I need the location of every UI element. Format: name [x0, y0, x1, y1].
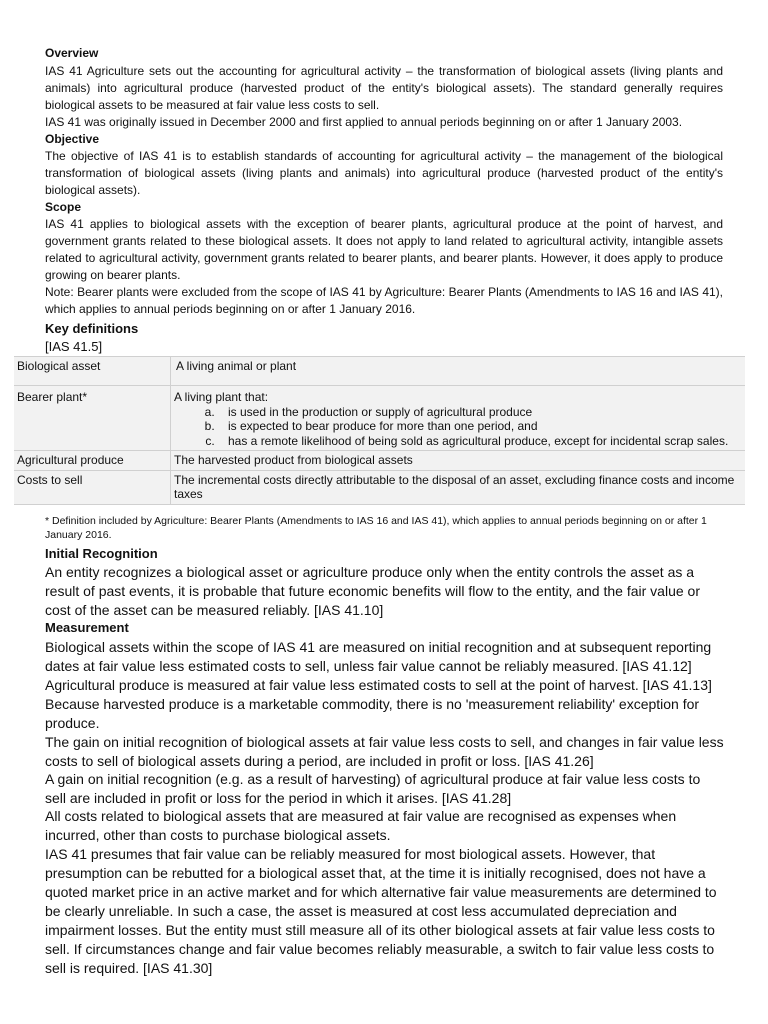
initial-recognition-paragraph: An entity recognizes a biological asset or agriculture produce only when the entity controls the asset as a result of past events, it is probable that future economic benefits will flow to the entity, and the fair value or cost of the asset can be measured reliably. [IAS 41.10] [45, 564, 700, 618]
overview-issue-paragraph: IAS 41 was originally issued in December 2000 and first applied to annual periods beginning on or after 1 January 2003. [45, 115, 683, 129]
definition-cell: The incremental costs directly attributable to the disposal of an asset, excluding finance costs and income taxes [171, 470, 746, 504]
measurement-heading: Measurement [45, 620, 129, 635]
term-cell: Biological asset [14, 357, 171, 386]
measurement-paragraph: A gain on initial recognition (e.g. as a result of harvesting) of agricultural produce at fair value less costs to sell are included in profit or loss for the period in which it arises. [IAS 41.28] [45, 771, 701, 806]
objective-heading: Objective [45, 132, 100, 146]
measurement-paragraph: All costs related to biological assets that are measured at fair value are recognised as expenses when incurred, other than costs to purchase biological assets. [45, 808, 677, 843]
measurement-paragraph: The gain on initial recognition of biological assets at fair value less costs to sell, and changes in fair value less costs to sell of biological assets during a period, are included in profit or loss. [IAS 41.26] [45, 734, 724, 769]
table-row [14, 357, 745, 386]
objective-paragraph: The objective of IAS 41 is to establish standards of accounting for agricultural activity – the management of the biological transformation of biological assets (living plants and animals) into agricultural produce (harvested product of the entity's biological assets). [45, 149, 723, 197]
measurement-paragraph: Biological assets within the scope of IAS 41 are measured on initial recognition and at subsequent reporting dates at fair value less estimated costs to sell, unless fair value cannot be reliably measured. [IAS 41.12] [45, 639, 712, 674]
definitions-table [14, 356, 745, 505]
initial-recognition-heading: Initial Recognition [45, 546, 158, 561]
term-cell: Costs to sell [14, 470, 171, 504]
measurement-paragraph: Agricultural produce is measured at fair value less estimated costs to sell at the point of harvest. [IAS 41.13] Because harvested produce is a marketable commodity, there is no 'measurement reliability' exception for produce. [45, 677, 712, 731]
overview-heading: Overview [45, 46, 99, 60]
definition-cell [171, 386, 746, 451]
definition-footnote: * Definition included by Agriculture: Bearer Plants (Amendments to IAS 16 and IAS 41), which applies to annual periods beginning on or after 1 January 2016. [45, 515, 707, 541]
table-row [14, 386, 745, 451]
term-cell: Agricultural produce [14, 451, 171, 471]
table-row [14, 451, 745, 471]
definition-intro: A living plant that: [174, 390, 269, 404]
term-cell: Bearer plant* [14, 386, 171, 451]
scope-paragraph: IAS 41 applies to biological assets with the exception of bearer plants, agricultural produce at the point of harvest, and government grants related to these biological assets. It does not apply to land related to agricultural activity, intangible assets related to agricultural activity, government grants related to bearer plants, and bearer plants. However, it does apply to produce growing on bearer plants. [45, 217, 723, 282]
list-item: a. is used in the production or supply of agricultural produce [218, 405, 742, 420]
scope-note: Note: Bearer plants were excluded from the scope of IAS 41 by Agriculture: Bearer Plants (Amendments to IAS 16 and IAS 41), which applies to annual periods beginning on or after 1 January 2016. [45, 285, 723, 316]
table-row [14, 470, 745, 504]
overview-paragraph: IAS 41 Agriculture sets out the accounting for agricultural activity – the transformation of biological assets (living plants and animals) into agricultural produce (harvested product of the entity's biological assets). The standard generally requires biological assets to be measured at fair value less costs to sell. [45, 64, 723, 112]
scope-heading: Scope [45, 200, 82, 214]
list-item: c. has a remote likelihood of being sold as agricultural produce, except for incidental scrap sales. [218, 434, 742, 449]
key-definitions-reference: [IAS 41.5] [45, 339, 103, 354]
definition-cell: A living animal or plant [171, 357, 746, 386]
list-item: b. is expected to bear produce for more than one period, and [218, 419, 742, 434]
definition-cell: The harvested product from biological assets [171, 451, 746, 471]
measurement-paragraph: IAS 41 presumes that fair value can be reliably measured for most biological assets. However, that presumption can be rebutted for a biological asset that, at the time it is initially recognised, does not have a quoted market price in an active market and for which alternative fair value measurements are determined to be clearly unreliable. In such a case, the asset is measured at cost less accumulated depreciation and impairment losses. But the entity must still measure all of its other biological assets at fair value less costs to sell. If circumstances change and fair value becomes reliably measurable, a switch to fair value less costs to sell is required. [IAS 41.30] [45, 846, 717, 976]
key-definitions-heading: Key definitions [45, 321, 139, 336]
definition-criteria-list [174, 405, 742, 449]
